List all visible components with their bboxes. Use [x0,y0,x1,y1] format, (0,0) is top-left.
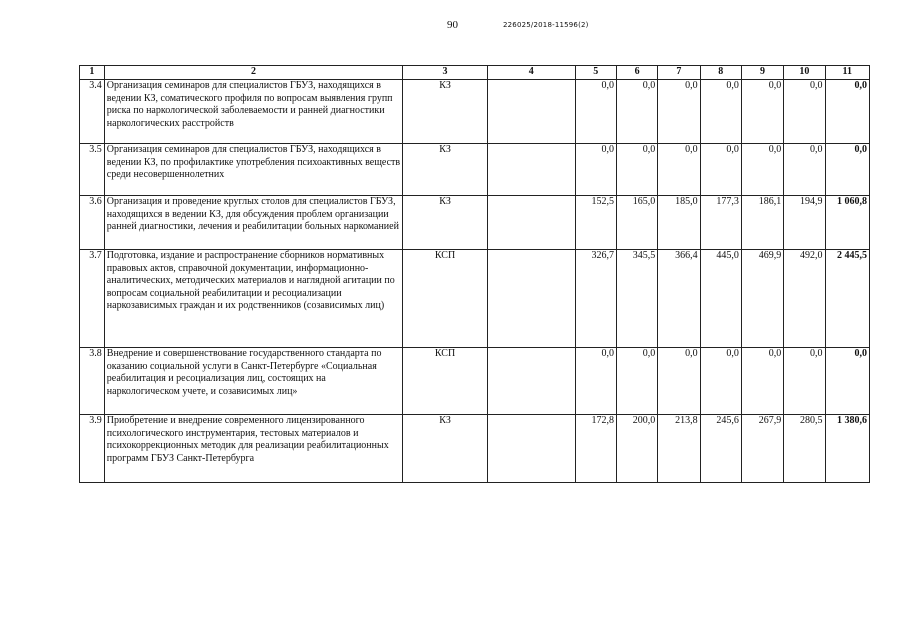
column-header: 6 [616,66,657,80]
row-number: 3.8 [80,348,105,415]
column-header: 4 [487,66,575,80]
value-cell: 0,0 [616,144,657,196]
value-cell: 185,0 [658,196,700,250]
header-row [80,66,870,80]
column-4-cell [487,250,575,348]
table-row [80,415,870,483]
value-cell: 0,0 [658,80,700,144]
activity-description: Организация и проведение круглых столов для специалистов ГБУЗ, находящихся в ведении КЗ, для обсуждения проблем организации ранней диагностики, лечения и реабилитации больных наркоманией [104,196,402,250]
column-4-cell [487,80,575,144]
value-cell: 0,0 [575,80,616,144]
activity-description: Подготовка, издание и распространение сборников нормативных правовых актов, справочной документации, информационно-аналитических, методических материалов и наглядной агитации по вопросам социальной реабилитации и ресоциализации наркозависимых граждан и их родственников (созависимых лиц) [104,250,402,348]
value-cell: 152,5 [575,196,616,250]
row-number: 3.4 [80,80,105,144]
row-number: 3.5 [80,144,105,196]
column-4-cell [487,348,575,415]
activity-description: Организация семинаров для специалистов ГБУЗ, находящихся в ведении КЗ, по профилактике употребления психоактивных веществ среди несовершеннолетних [104,144,402,196]
executor: КЗ [403,196,488,250]
executor: КЗ [403,415,488,483]
value-cell: 326,7 [575,250,616,348]
executor: КСП [403,348,488,415]
value-cell: 492,0 [784,250,825,348]
column-header: 3 [403,66,488,80]
value-cell: 0,0 [616,80,657,144]
column-header: 2 [104,66,402,80]
total-cell: 0,0 [825,80,870,144]
table-row [80,250,870,348]
activity-description: Организация семинаров для специалистов ГБУЗ, находящихся в ведении КЗ, соматического профиля по вопросам выявления групп риска по наркологической заболеваемости и ранней диагностики наркологических расстройств [104,80,402,144]
value-cell: 0,0 [741,348,783,415]
value-cell: 0,0 [784,80,825,144]
table-row [80,144,870,196]
value-cell: 366,4 [658,250,700,348]
row-number: 3.9 [80,415,105,483]
table-row [80,196,870,250]
value-cell: 0,0 [741,80,783,144]
value-cell: 0,0 [575,348,616,415]
activity-description: Внедрение и совершенствование государственного стандарта по оказанию социальной услуги в Санкт-Петербурге «Социальная реабилитация и ресоциализация лиц, состоящих на наркологическом учете, и созависимых лиц» [104,348,402,415]
value-cell: 0,0 [700,144,741,196]
value-cell: 245,6 [700,415,741,483]
value-cell: 172,8 [575,415,616,483]
executor: КЗ [403,80,488,144]
column-4-cell [487,144,575,196]
value-cell: 345,5 [616,250,657,348]
value-cell: 445,0 [700,250,741,348]
total-cell: 0,0 [825,348,870,415]
value-cell: 200,0 [616,415,657,483]
value-cell: 165,0 [616,196,657,250]
column-4-cell [487,196,575,250]
document-code: 226025/2018-11596(2) [503,21,589,29]
value-cell: 0,0 [784,144,825,196]
activity-description: Приобретение и внедрение современного лицензированного психологического инструментария, тестовых материалов и психокоррекционных методик для реализации реабилитационных программ ГБУЗ Санкт-Петербурга [104,415,402,483]
value-cell: 0,0 [741,144,783,196]
value-cell: 0,0 [784,348,825,415]
value-cell: 0,0 [616,348,657,415]
table-row [80,80,870,144]
column-header: 5 [575,66,616,80]
total-cell: 1 060,8 [825,196,870,250]
row-number: 3.7 [80,250,105,348]
page-number: 90 [447,19,458,31]
column-header: 1 [80,66,105,80]
value-cell: 469,9 [741,250,783,348]
executor: КСП [403,250,488,348]
value-cell: 0,0 [658,348,700,415]
value-cell: 0,0 [700,348,741,415]
value-cell: 0,0 [700,80,741,144]
column-header: 9 [741,66,783,80]
value-cell: 177,3 [700,196,741,250]
value-cell: 0,0 [658,144,700,196]
value-cell: 280,5 [784,415,825,483]
value-cell: 194,9 [784,196,825,250]
value-cell: 186,1 [741,196,783,250]
total-cell: 2 445,5 [825,250,870,348]
total-cell: 1 380,6 [825,415,870,483]
table-row [80,348,870,415]
executor: КЗ [403,144,488,196]
value-cell: 213,8 [658,415,700,483]
column-header: 11 [825,66,870,80]
value-cell: 267,9 [741,415,783,483]
column-header: 7 [658,66,700,80]
total-cell: 0,0 [825,144,870,196]
column-header: 8 [700,66,741,80]
program-table [79,65,870,483]
column-4-cell [487,415,575,483]
row-number: 3.6 [80,196,105,250]
column-header: 10 [784,66,825,80]
value-cell: 0,0 [575,144,616,196]
